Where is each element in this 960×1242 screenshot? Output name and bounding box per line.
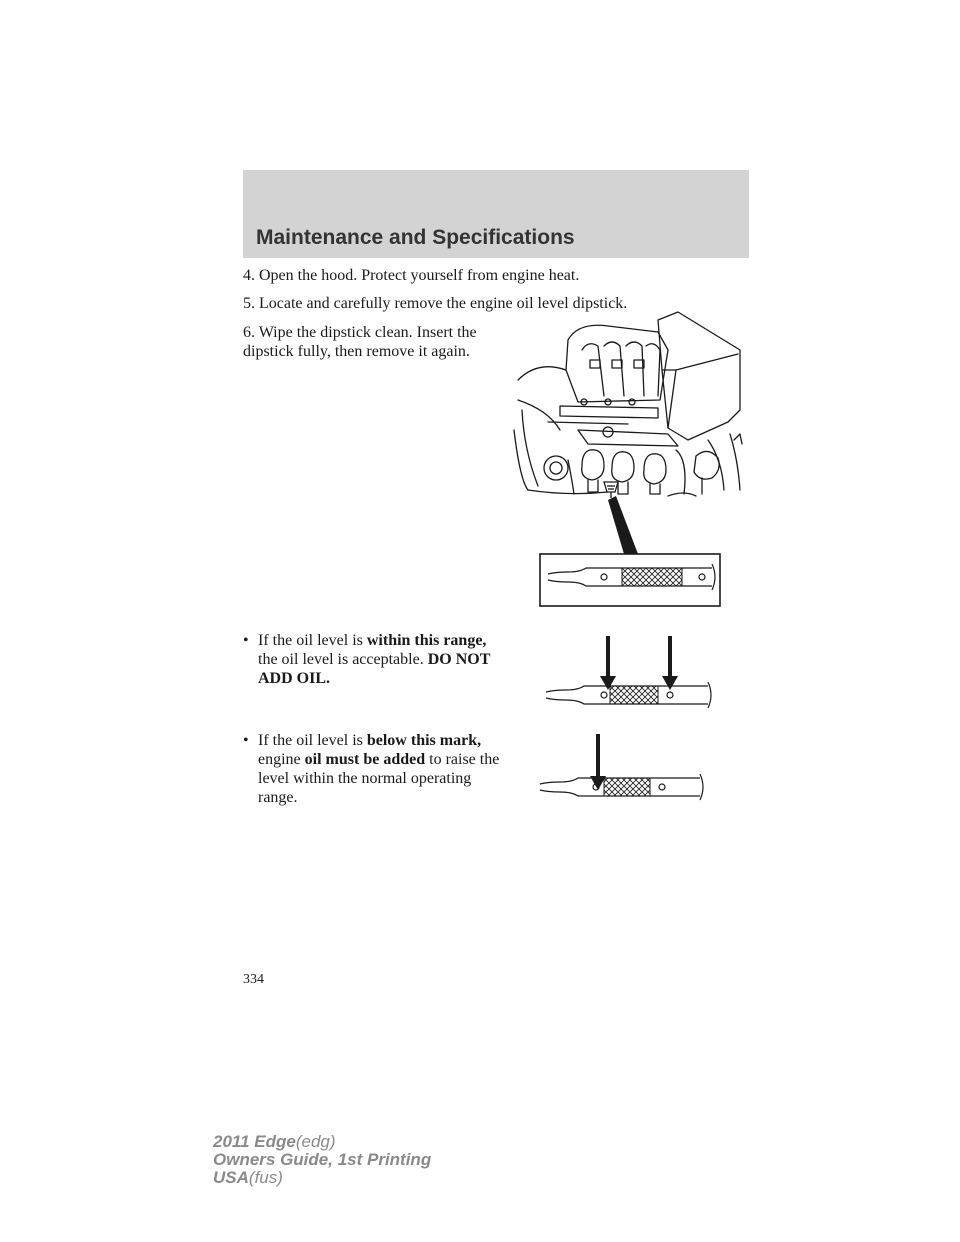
bullet-warning: oil must be added — [304, 751, 426, 768]
bullet-marker: • — [243, 632, 249, 649]
bullet-prefix: If the oil level is — [258, 632, 367, 649]
section-title: Maintenance and Specifications — [256, 226, 575, 249]
step-5-text: 5. Locate and carefully remove the engine oil level dipstick. — [243, 295, 628, 312]
engine-dipstick-illustration — [508, 310, 748, 610]
footer-market: USA — [213, 1168, 249, 1187]
bullet-emphasis: within this range, — [366, 632, 487, 649]
page-number: 334 — [243, 972, 264, 987]
footer-market-code: (fus) — [248, 1168, 283, 1187]
bullet-warning: DO NOT ADD OIL. — [258, 651, 491, 687]
footer-model: 2011 Edge — [213, 1132, 296, 1151]
dipstick-within-range-diagram — [540, 634, 720, 708]
footer-line-2: Owners Guide, 1st Printing — [213, 1150, 432, 1169]
dipstick-below-mark-diagram — [534, 732, 714, 806]
bullet-middle: the oil level is acceptable. — [258, 651, 428, 668]
bullet-below-mark — [258, 731, 508, 807]
step-6-text: 6. Wipe the dipstick clean. Insert the dipstick fully, then remove it again. — [243, 324, 477, 360]
range-arrow-icon — [662, 636, 678, 690]
footer-line-1 — [213, 1133, 431, 1151]
bullet-emphasis: below this mark, — [366, 732, 482, 749]
bullet-suffix: to raise the level within the normal operating range. — [258, 751, 500, 806]
bullet-marker: • — [243, 732, 249, 749]
footer-model-code: (edg) — [295, 1132, 336, 1151]
footer-line-3 — [213, 1169, 431, 1187]
step-4-text: 4. Open the hood. Protect yourself from engine heat. — [243, 267, 580, 284]
footer — [213, 1133, 431, 1187]
bullet-middle: engine — [258, 751, 305, 768]
range-arrow-icon — [600, 636, 616, 690]
bullet-within-range — [258, 631, 508, 688]
bullet-prefix: If the oil level is — [258, 732, 367, 749]
